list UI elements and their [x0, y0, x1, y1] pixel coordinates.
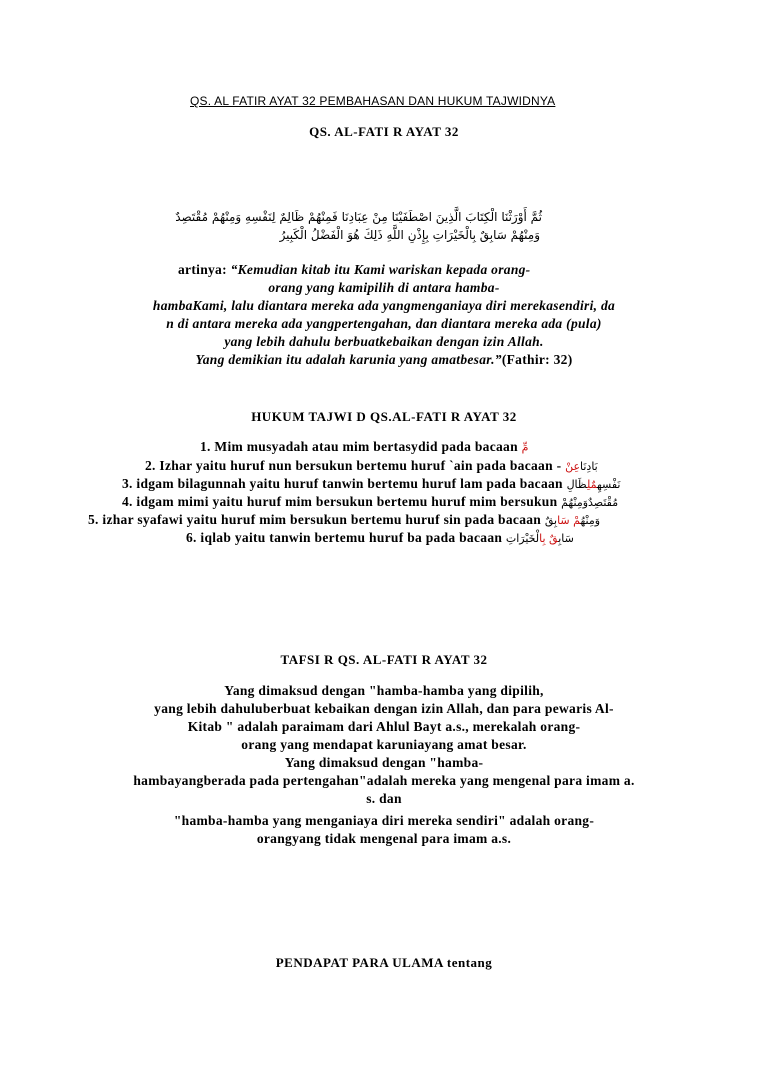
tafsir-line: Yang dimaksud dengan "hamba- [284, 755, 484, 770]
tafsir-line: yang lebih dahuluberbuat kebaikan dengan izin Allah, dan para pewaris Al- [154, 701, 614, 716]
translation-text: “Kemudian kitab itu Kami wariskan kepada orang- [230, 262, 531, 277]
tajwid-highlight: مٌلِ [586, 478, 597, 491]
tajwid-highlight: عِنْ [565, 460, 581, 473]
arabic-verse-line-2: وَمِنْهُمْ سَابِقٌ بِالْخَيْرَاتِ بِإِذْنِ اللَّهِ ذَلِكَ هُوَ الْفَضْلُ الْكَبِيرُ [279, 228, 540, 242]
translation-line [178, 262, 530, 278]
translation-line: Yang demikian itu adalah karunia yang amatbesar.”(Fathir: 32) [195, 352, 573, 367]
tafsir-line: hambayangberada pada pertengahan"adalah mereka yang mengenal para imam a. [133, 773, 635, 788]
tajwid-item: 1. Mim musyadah atau mim bertasydid pada bacaan مِّ [200, 439, 529, 454]
translation-line: orang yang kamipilih di antara hamba- [268, 280, 500, 295]
tafsir-line: Yang dimaksud dengan "hamba-hamba yang dipilih, [224, 683, 544, 698]
tajwid-heading: HUKUM TAJWI D QS.AL-FATI R AYAT 32 [251, 409, 517, 424]
tajwid-arabic-example: مُقْتَصِدٌوَمِنْهُمْ [561, 496, 619, 509]
tafsir-line: "hamba-hamba yang menganiaya diri mereka sendiri" adalah orang- [173, 813, 595, 828]
tajwid-arabic-example: بَادِنَاعِنْ [565, 460, 598, 473]
tajwid-highlight: مْ سَا [557, 514, 581, 527]
tajwid-item: 2. Izhar yaitu huruf nun bersukun bertemu huruf `ain pada bacaan - بَادِنَاعِنْ [145, 458, 598, 473]
tafsir-line: s. dan [366, 791, 402, 806]
tajwid-arabic-example: نَفْسِهِمٌلِظَالِ [566, 478, 621, 491]
translation-line: yang lebih dahulu berbuatkebaikan dengan izin Allah. [224, 334, 544, 349]
document-title: QS. AL FATIR AYAT 32 PEMBAHASAN DAN HUKUM TAJWIDNYA [190, 94, 556, 108]
tajwid-arabic-example [522, 441, 529, 454]
tajwid-arabic-example: سَابِقٌ بِالْخَيْرَاتِ [505, 532, 574, 545]
surah-heading: QS. AL-FATI R AYAT 32 [309, 124, 459, 139]
translation-prefix: artinya: [178, 262, 231, 277]
translation-line: hambaKami, lalu diantara mereka ada yangmenganiaya diri merekasendiri, da [152, 298, 616, 313]
tajwid-highlight: مِّ [521, 441, 529, 454]
tafsir-line: Kitab " adalah paraimam dari Ahlul Bayt a.s., merekalah orang- [187, 719, 581, 734]
tajwid-item: 6. iqlab yaitu tanwin bertemu huruf ba pada bacaan سَابِقٌ بِالْخَيْرَاتِ [186, 530, 574, 545]
ulama-heading: PENDAPAT PARA ULAMA tentang [275, 955, 493, 970]
arabic-verse-line-1: ثُمَّ أَوْرَثْنَا الْكِتَابَ الَّذِينَ اصْطَفَيْنَا مِنْ عِبَادِنَا فَمِنْهُمْ ظَالِمٌ لِنَفْسِهِ وَمِنْهُمْ مُقْتَصِدٌ [175, 210, 542, 224]
tajwid-item: 5. izhar syafawi yaitu huruf mim bersukun bertemu huruf sin pada bacaan وَمِنْهُمْ سَابِقٌ [88, 512, 601, 527]
tajwid-highlight: قٌ بِا [539, 532, 559, 545]
tafsir-line: orang yang mendapat karuniayang amat besar. [241, 737, 527, 752]
tajwid-item: 3. idgam bilagunnah yaitu huruf tanwin bertemu huruf lam pada bacaan نَفْسِهِمٌلِظَالِ [122, 476, 621, 491]
translation-line: n di antara mereka ada yangpertengahan, dan diantara mereka ada (pula) [166, 316, 602, 331]
tafsir-line: orangyang tidak mengenal para imam a.s. [256, 831, 512, 846]
tafsir-heading: TAFSI R QS. AL-FATI R AYAT 32 [280, 652, 488, 667]
tajwid-arabic-example: وَمِنْهُمْ سَابِقٌ [544, 514, 601, 527]
tajwid-item: 4. idgam mimi yaitu huruf mim bersukun bertemu huruf mim bersukun مُقْتَصِدٌوَمِنْهُمْ [122, 494, 619, 509]
translation-citation: (Fathir: 32) [501, 352, 573, 367]
